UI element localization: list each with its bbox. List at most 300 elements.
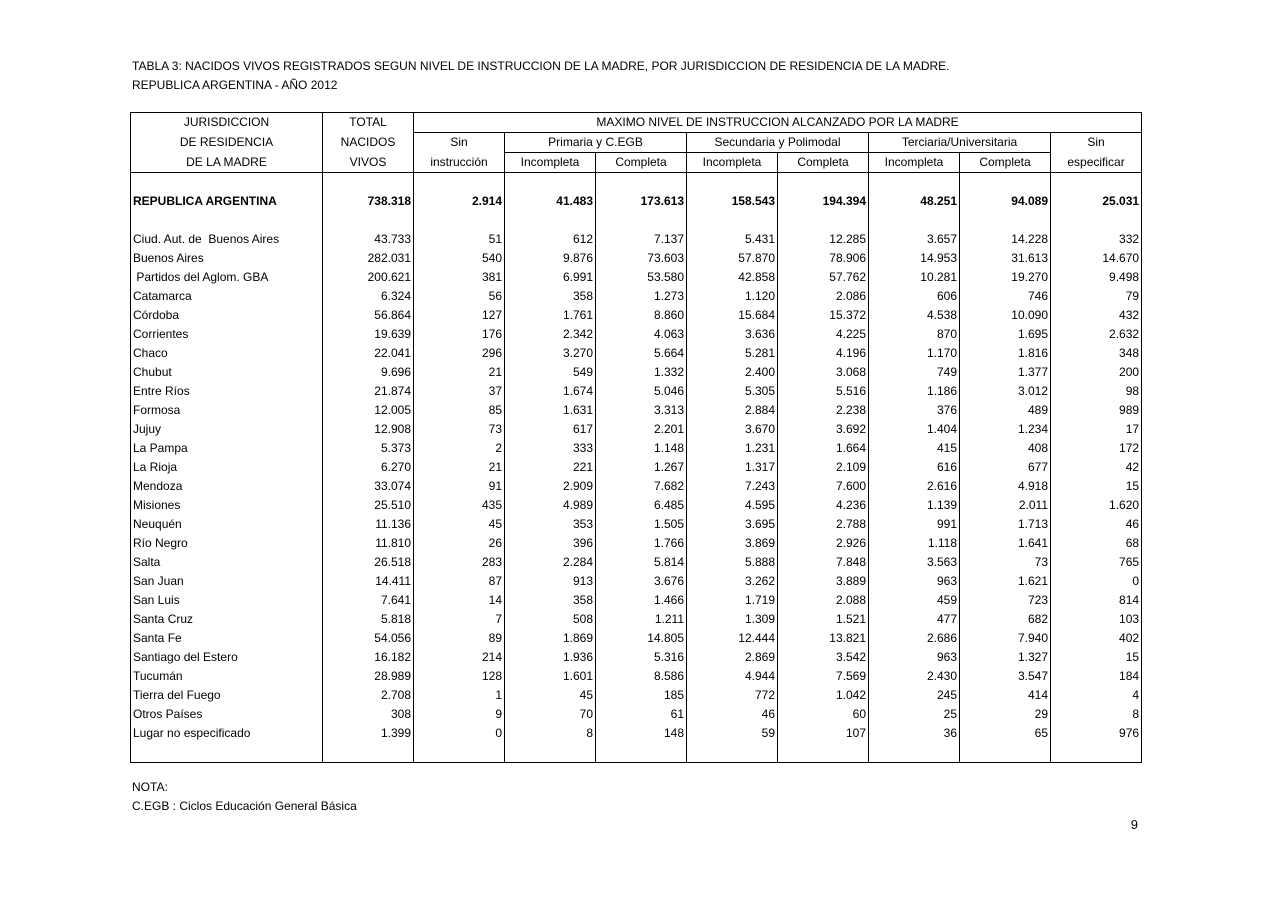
row-cell: 12.908	[323, 420, 414, 439]
row-cell: 1.521	[778, 610, 869, 629]
row-cell: 15	[1051, 648, 1142, 667]
row-cell: 42.858	[687, 268, 778, 287]
row-cell: 8.860	[596, 306, 687, 325]
row-cell: 1.674	[505, 382, 596, 401]
header-primaria: Primaria y C.EGB	[505, 133, 687, 153]
row-cell: 172	[1051, 439, 1142, 458]
row-cell: 200	[1051, 363, 1142, 382]
table-row	[131, 363, 1142, 382]
row-cell: 1.211	[596, 610, 687, 629]
row-cell: 296	[414, 344, 505, 363]
table-subtitle: REPUBLICA ARGENTINA - AÑO 2012	[132, 78, 338, 92]
header-terciaria-incompleta: Incompleta	[869, 153, 960, 173]
table-row	[131, 591, 1142, 610]
row-cell: 10.281	[869, 268, 960, 287]
row-cell: 128	[414, 667, 505, 686]
row-cell: 5.814	[596, 553, 687, 572]
row-cell: 61	[596, 705, 687, 724]
row-cell: 7	[414, 610, 505, 629]
row-cell: 1.664	[778, 439, 869, 458]
row-label: Partidos del Aglom. GBA	[131, 268, 323, 287]
row-cell: 73	[414, 420, 505, 439]
row-cell: 53.580	[596, 268, 687, 287]
row-cell: 1.120	[687, 287, 778, 306]
row-cell: 1.317	[687, 458, 778, 477]
row-label: Chaco	[131, 344, 323, 363]
summary-cell: 25.031	[1051, 173, 1142, 231]
row-cell: 5.664	[596, 344, 687, 363]
spacer-cell	[323, 743, 414, 763]
row-cell: 459	[869, 591, 960, 610]
row-cell: 0	[414, 724, 505, 743]
row-label: Lugar no especificado	[131, 724, 323, 743]
row-cell: 16.182	[323, 648, 414, 667]
row-cell: 127	[414, 306, 505, 325]
row-cell: 1.139	[869, 496, 960, 515]
row-cell: 9.498	[1051, 268, 1142, 287]
row-cell: 1.766	[596, 534, 687, 553]
summary-cell: 173.613	[596, 173, 687, 231]
row-cell: 2.400	[687, 363, 778, 382]
row-cell: 1.505	[596, 515, 687, 534]
row-cell: 358	[505, 591, 596, 610]
row-cell: 358	[505, 287, 596, 306]
row-cell: 7.848	[778, 553, 869, 572]
row-label: Chubut	[131, 363, 323, 382]
row-cell: 772	[687, 686, 778, 705]
row-cell: 1.466	[596, 591, 687, 610]
row-cell: 3.563	[869, 553, 960, 572]
row-cell: 963	[869, 648, 960, 667]
table-row	[131, 439, 1142, 458]
row-cell: 7.243	[687, 477, 778, 496]
spacer-cell	[505, 743, 596, 763]
row-cell: 15.684	[687, 306, 778, 325]
note-text: C.EGB : Ciclos Educación General Básica	[132, 799, 357, 813]
row-cell: 3.636	[687, 325, 778, 344]
table-row	[131, 724, 1142, 743]
row-cell: 5.516	[778, 382, 869, 401]
summary-cell: 2.914	[414, 173, 505, 231]
row-cell: 489	[960, 401, 1051, 420]
table-bottom-spacer	[131, 743, 1142, 763]
row-cell: 214	[414, 648, 505, 667]
row-cell: 3.657	[869, 230, 960, 249]
row-cell: 45	[505, 686, 596, 705]
row-label: Corrientes	[131, 325, 323, 344]
row-cell: 2.011	[960, 496, 1051, 515]
table-row	[131, 515, 1142, 534]
row-cell: 7.137	[596, 230, 687, 249]
row-cell: 2.788	[778, 515, 869, 534]
row-label: La Rioja	[131, 458, 323, 477]
row-cell: 87	[414, 572, 505, 591]
row-cell: 4.225	[778, 325, 869, 344]
row-label: Ciud. Aut. de Buenos Aires	[131, 230, 323, 249]
row-cell: 17	[1051, 420, 1142, 439]
row-cell: 3.313	[596, 401, 687, 420]
spacer-cell	[414, 743, 505, 763]
row-cell: 415	[869, 439, 960, 458]
row-cell: 4.595	[687, 496, 778, 515]
row-cell: 2.342	[505, 325, 596, 344]
row-cell: 396	[505, 534, 596, 553]
row-cell: 1.118	[869, 534, 960, 553]
row-cell: 22.041	[323, 344, 414, 363]
row-cell: 54.056	[323, 629, 414, 648]
row-cell: 870	[869, 325, 960, 344]
row-cell: 3.012	[960, 382, 1051, 401]
row-cell: 8.586	[596, 667, 687, 686]
row-label: La Pampa	[131, 439, 323, 458]
row-label: Tierra del Fuego	[131, 686, 323, 705]
row-cell: 283	[414, 553, 505, 572]
row-cell: 91	[414, 477, 505, 496]
row-cell: 282.031	[323, 249, 414, 268]
row-cell: 3.692	[778, 420, 869, 439]
header-sin-esp-1: Sin	[1051, 133, 1142, 153]
row-cell: 56.864	[323, 306, 414, 325]
row-label: Santa Cruz	[131, 610, 323, 629]
row-label: San Luis	[131, 591, 323, 610]
row-cell: 1.816	[960, 344, 1051, 363]
row-cell: 26	[414, 534, 505, 553]
row-cell: 57.762	[778, 268, 869, 287]
row-label: Mendoza	[131, 477, 323, 496]
spacer-cell	[596, 743, 687, 763]
row-label: Salta	[131, 553, 323, 572]
summary-cell: 48.251	[869, 173, 960, 231]
row-cell: 185	[596, 686, 687, 705]
row-cell: 814	[1051, 591, 1142, 610]
row-cell: 414	[960, 686, 1051, 705]
row-cell: 51	[414, 230, 505, 249]
table-row	[131, 344, 1142, 363]
row-cell: 60	[778, 705, 869, 724]
row-cell: 976	[1051, 724, 1142, 743]
row-cell: 73.603	[596, 249, 687, 268]
row-cell: 677	[960, 458, 1051, 477]
row-cell: 14.228	[960, 230, 1051, 249]
table-row	[131, 287, 1142, 306]
row-cell: 37	[414, 382, 505, 401]
row-cell: 3.670	[687, 420, 778, 439]
row-cell: 42	[1051, 458, 1142, 477]
table-row	[131, 629, 1142, 648]
row-cell: 107	[778, 724, 869, 743]
row-cell: 1.377	[960, 363, 1051, 382]
row-cell: 184	[1051, 667, 1142, 686]
row-cell: 26.518	[323, 553, 414, 572]
row-cell: 8	[1051, 705, 1142, 724]
summary-cell: 738.318	[323, 173, 414, 231]
row-cell: 5.316	[596, 648, 687, 667]
row-cell: 4.944	[687, 667, 778, 686]
row-cell: 1.267	[596, 458, 687, 477]
row-cell: 10.090	[960, 306, 1051, 325]
row-cell: 8	[505, 724, 596, 743]
row-cell: 7.940	[960, 629, 1051, 648]
row-cell: 606	[869, 287, 960, 306]
row-cell: 31.613	[960, 249, 1051, 268]
row-cell: 746	[960, 287, 1051, 306]
summary-cell: 41.483	[505, 173, 596, 231]
row-cell: 65	[960, 724, 1051, 743]
header-row-1	[131, 113, 1142, 133]
row-cell: 3.542	[778, 648, 869, 667]
row-cell: 70	[505, 705, 596, 724]
row-label: Tucumán	[131, 667, 323, 686]
row-label: Otros Países	[131, 705, 323, 724]
row-cell: 1.601	[505, 667, 596, 686]
row-cell: 78.906	[778, 249, 869, 268]
table-row	[131, 458, 1142, 477]
summary-cell: 158.543	[687, 173, 778, 231]
spacer-cell	[687, 743, 778, 763]
row-cell: 1.620	[1051, 496, 1142, 515]
row-cell: 5.373	[323, 439, 414, 458]
row-cell: 2.086	[778, 287, 869, 306]
row-cell: 33.074	[323, 477, 414, 496]
row-cell: 43.733	[323, 230, 414, 249]
row-cell: 21.874	[323, 382, 414, 401]
row-cell: 2.632	[1051, 325, 1142, 344]
row-cell: 1.042	[778, 686, 869, 705]
header-total-3: VIVOS	[323, 153, 414, 173]
row-cell: 913	[505, 572, 596, 591]
row-cell: 1.170	[869, 344, 960, 363]
row-cell: 12.444	[687, 629, 778, 648]
row-cell: 9	[414, 705, 505, 724]
row-cell: 2.088	[778, 591, 869, 610]
table-row	[131, 686, 1142, 705]
row-cell: 9.876	[505, 249, 596, 268]
row-cell: 13.821	[778, 629, 869, 648]
row-cell: 21	[414, 363, 505, 382]
row-cell: 1.631	[505, 401, 596, 420]
row-cell: 14.953	[869, 249, 960, 268]
table-row	[131, 610, 1142, 629]
row-cell: 508	[505, 610, 596, 629]
row-cell: 4	[1051, 686, 1142, 705]
table-row	[131, 420, 1142, 439]
row-cell: 2.109	[778, 458, 869, 477]
header-total-2: NACIDOS	[323, 133, 414, 153]
row-label: Entre Ríos	[131, 382, 323, 401]
row-cell: 2.909	[505, 477, 596, 496]
row-cell: 221	[505, 458, 596, 477]
row-cell: 14.670	[1051, 249, 1142, 268]
table-row	[131, 230, 1142, 249]
row-cell: 3.068	[778, 363, 869, 382]
header-terciaria-completa: Completa	[960, 153, 1051, 173]
row-label: Buenos Aires	[131, 249, 323, 268]
row-cell: 12.005	[323, 401, 414, 420]
row-cell: 45	[414, 515, 505, 534]
row-cell: 11.810	[323, 534, 414, 553]
row-cell: 68	[1051, 534, 1142, 553]
table-row	[131, 553, 1142, 572]
row-cell: 3.676	[596, 572, 687, 591]
row-cell: 6.270	[323, 458, 414, 477]
row-cell: 1.309	[687, 610, 778, 629]
header-row-3	[131, 153, 1142, 173]
row-cell: 408	[960, 439, 1051, 458]
births-table	[130, 112, 1142, 763]
header-secundaria-incompleta: Incompleta	[687, 153, 778, 173]
row-cell: 353	[505, 515, 596, 534]
spacer-cell	[960, 743, 1051, 763]
row-cell: 1	[414, 686, 505, 705]
row-cell: 103	[1051, 610, 1142, 629]
row-cell: 79	[1051, 287, 1142, 306]
row-cell: 1.332	[596, 363, 687, 382]
spacer-cell	[131, 743, 323, 763]
row-cell: 5.818	[323, 610, 414, 629]
header-total-1: TOTAL	[323, 113, 414, 133]
header-primaria-incompleta: Incompleta	[505, 153, 596, 173]
header-secundaria: Secundaria y Polimodal	[687, 133, 869, 153]
page-number: 9	[1130, 817, 1138, 832]
row-cell: 348	[1051, 344, 1142, 363]
row-cell: 1.713	[960, 515, 1051, 534]
summary-cell: 194.394	[778, 173, 869, 231]
note-label: NOTA:	[132, 780, 168, 794]
table-row	[131, 705, 1142, 724]
row-cell: 36	[869, 724, 960, 743]
header-terciaria: Terciaria/Universitaria	[869, 133, 1051, 153]
row-cell: 682	[960, 610, 1051, 629]
row-cell: 5.281	[687, 344, 778, 363]
row-cell: 0	[1051, 572, 1142, 591]
row-cell: 1.327	[960, 648, 1051, 667]
row-cell: 2	[414, 439, 505, 458]
row-label: Jujuy	[131, 420, 323, 439]
row-cell: 989	[1051, 401, 1142, 420]
row-cell: 176	[414, 325, 505, 344]
row-cell: 29	[960, 705, 1051, 724]
row-cell: 6.324	[323, 287, 414, 306]
row-cell: 4.918	[960, 477, 1051, 496]
row-cell: 5.046	[596, 382, 687, 401]
row-cell: 3.270	[505, 344, 596, 363]
table-row	[131, 249, 1142, 268]
row-cell: 15.372	[778, 306, 869, 325]
row-cell: 7.641	[323, 591, 414, 610]
table-row	[131, 382, 1142, 401]
row-cell: 2.869	[687, 648, 778, 667]
row-cell: 245	[869, 686, 960, 705]
row-cell: 2.238	[778, 401, 869, 420]
row-label: Córdoba	[131, 306, 323, 325]
row-cell: 1.404	[869, 420, 960, 439]
row-cell: 56	[414, 287, 505, 306]
row-cell: 3.869	[687, 534, 778, 553]
row-cell: 11.136	[323, 515, 414, 534]
row-cell: 1.641	[960, 534, 1051, 553]
row-cell: 19.270	[960, 268, 1051, 287]
header-sin-esp-2: especificar	[1051, 153, 1142, 173]
row-cell: 4.989	[505, 496, 596, 515]
header-juris-2: DE RESIDENCIA	[131, 133, 323, 153]
row-cell: 19.639	[323, 325, 414, 344]
row-cell: 376	[869, 401, 960, 420]
row-cell: 200.621	[323, 268, 414, 287]
row-cell: 46	[687, 705, 778, 724]
row-cell: 435	[414, 496, 505, 515]
row-cell: 6.485	[596, 496, 687, 515]
row-cell: 46	[1051, 515, 1142, 534]
table-row	[131, 401, 1142, 420]
row-cell: 540	[414, 249, 505, 268]
table-title: TABLA 3: NACIDOS VIVOS REGISTRADOS SEGUN NIVEL DE INSTRUCCION DE LA MADRE, POR JURISDICCION DE RESIDENCIA DE LA MADRE.	[132, 59, 950, 73]
table-row	[131, 268, 1142, 287]
row-cell: 98	[1051, 382, 1142, 401]
row-cell: 12.285	[778, 230, 869, 249]
row-cell: 723	[960, 591, 1051, 610]
summary-cell: 94.089	[960, 173, 1051, 231]
row-cell: 2.926	[778, 534, 869, 553]
row-cell: 2.284	[505, 553, 596, 572]
row-label: San Juan	[131, 572, 323, 591]
row-cell: 333	[505, 439, 596, 458]
row-cell: 991	[869, 515, 960, 534]
row-label: Río Negro	[131, 534, 323, 553]
row-cell: 1.761	[505, 306, 596, 325]
spacer-cell	[1051, 743, 1142, 763]
row-cell: 1.936	[505, 648, 596, 667]
row-cell: 332	[1051, 230, 1142, 249]
summary-row	[131, 173, 1142, 231]
row-cell: 616	[869, 458, 960, 477]
row-cell: 21	[414, 458, 505, 477]
row-cell: 1.869	[505, 629, 596, 648]
row-label: Formosa	[131, 401, 323, 420]
row-cell: 148	[596, 724, 687, 743]
row-cell: 1.695	[960, 325, 1051, 344]
table-row	[131, 306, 1142, 325]
row-label: Neuquén	[131, 515, 323, 534]
row-cell: 85	[414, 401, 505, 420]
row-cell: 59	[687, 724, 778, 743]
row-cell: 89	[414, 629, 505, 648]
row-cell: 3.547	[960, 667, 1051, 686]
row-cell: 2.708	[323, 686, 414, 705]
row-cell: 7.569	[778, 667, 869, 686]
row-cell: 7.682	[596, 477, 687, 496]
row-cell: 432	[1051, 306, 1142, 325]
row-cell: 3.695	[687, 515, 778, 534]
spacer-cell	[778, 743, 869, 763]
row-cell: 612	[505, 230, 596, 249]
spacer-cell	[869, 743, 960, 763]
row-cell: 3.262	[687, 572, 778, 591]
row-cell: 1.399	[323, 724, 414, 743]
row-cell: 1.719	[687, 591, 778, 610]
table-row	[131, 648, 1142, 667]
row-cell: 4.063	[596, 325, 687, 344]
header-maximo: MAXIMO NIVEL DE INSTRUCCION ALCANZADO POR LA MADRE	[414, 113, 1142, 133]
row-cell: 28.989	[323, 667, 414, 686]
row-cell: 1.273	[596, 287, 687, 306]
row-cell: 4.538	[869, 306, 960, 325]
table-row	[131, 667, 1142, 686]
row-cell: 1.234	[960, 420, 1051, 439]
row-cell: 381	[414, 268, 505, 287]
row-cell: 549	[505, 363, 596, 382]
row-cell: 402	[1051, 629, 1142, 648]
row-cell: 73	[960, 553, 1051, 572]
